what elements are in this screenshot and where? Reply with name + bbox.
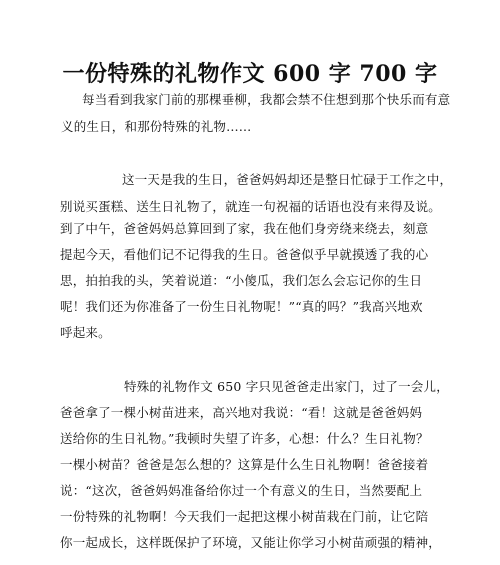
paragraph-1-line: 义的生日，和那份特殊的礼物…… [61, 119, 252, 134]
paragraph-3-line: 说：“这次，爸爸妈妈准备给你过一个有意义的生日，当然要配上 [60, 483, 423, 498]
paragraph-3-line: 爸爸拿了一棵小树苗进来，高兴地对我说：“看！这就是爸爸妈妈 [60, 405, 423, 420]
paragraph-3-line: 送给你的生日礼物。”我顿时失望了许多，心想：什么？生日礼物？ [60, 431, 429, 446]
paragraph-2-line: 这一天是我的生日，爸爸妈妈却还是整日忙碌于工作之中， [122, 172, 453, 187]
paragraph-2-line: 提起今天，看他们记不记得我的生日。爸爸似乎早就摸透了我的心 [60, 247, 429, 262]
paragraph-3-line: 你一起成长，这样既保护了环境，又能让你学习小树苗顽强的精神， [60, 535, 442, 550]
paragraph-2-line: 到了中午，爸爸妈妈总算回到了家，我在他们身旁绕来绕去，刻意 [60, 221, 429, 236]
paragraph-3-line: 一棵小树苗？爸爸是怎么想的？这算是什么生日礼物啊！爸爸接着 [60, 457, 429, 472]
paragraph-2-line: 呼起来。 [60, 325, 111, 340]
paragraph-3-line: 特殊的礼物作文 650 字只见爸爸走出家门，过了一会儿， [124, 379, 449, 394]
paragraph-2-line: 思，拍拍我的头，笑着说道：“小傻瓜，我们怎么会忘记你的生日 [60, 273, 423, 288]
paragraph-3-line: 一份特殊的礼物啊！今天我们一起把这棵小树苗栽在门前，让它陪 [60, 509, 429, 524]
paragraph-2-line: 呢！我们还为你准备了一份生日礼物呢！”“真的吗？”我高兴地欢 [60, 299, 423, 314]
paragraph-2-line: 别说买蛋糕、送生日礼物了，就连一句祝福的话语也没有来得及说。 [60, 199, 442, 214]
document-title: 一份特殊的礼物作文 600 字 700 字 [62, 61, 438, 87]
paragraph-1-line: 每当看到我家门前的那棵垂柳，我都会禁不住想到那个快乐而有意 [82, 92, 451, 107]
